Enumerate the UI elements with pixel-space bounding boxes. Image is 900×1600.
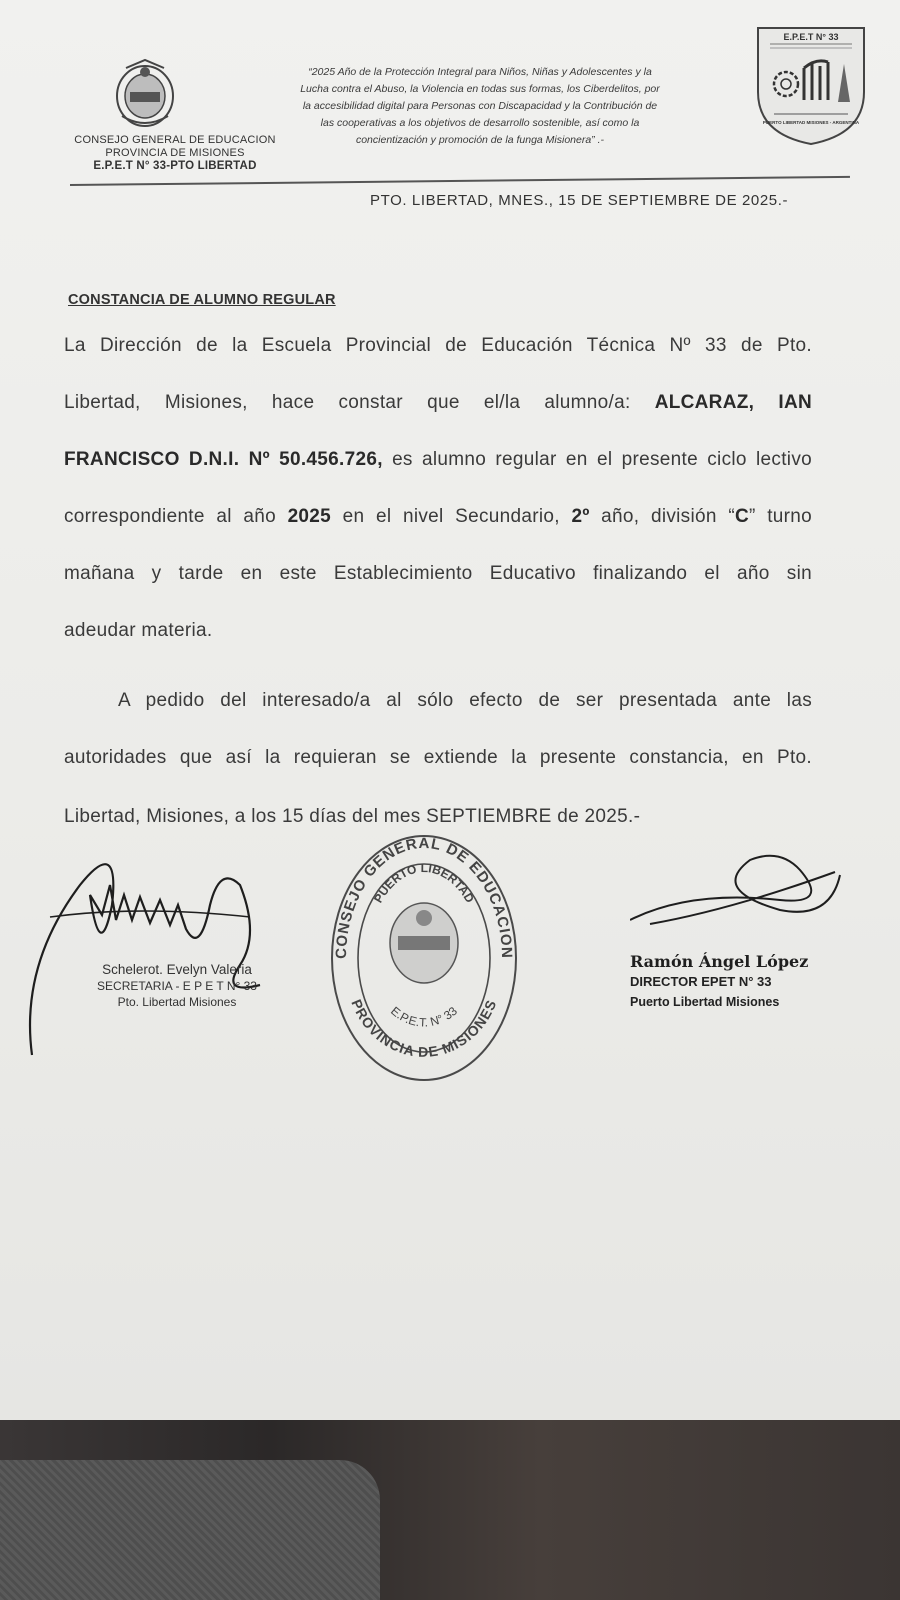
division: C [734, 506, 749, 527]
body-text: autoridades que así la requieran se extiende la presente constancia, en Pto. [64, 747, 812, 768]
body-text: adeudar materia. [64, 620, 213, 641]
secretary-signature [20, 845, 290, 1065]
header-divider [70, 176, 850, 186]
secretary-role: SECRETARIA - E P E T N° 33 [97, 979, 257, 993]
institution-line-1: CONSEJO GENERAL DE EDUCACION [74, 134, 276, 146]
fabric-texture [0, 1460, 380, 1600]
official-stamp [324, 818, 524, 1088]
institution-line-2: PROVINCIA DE MISIONES [105, 147, 245, 159]
body-text: es alumno regular en el presente ciclo lectivo [382, 449, 812, 470]
student-name-part: ALCARAZ, IAN [654, 392, 812, 413]
student-id: FRANCISCO D.N.I. Nº 50.456.726, [64, 449, 383, 470]
stamp-bottom-inner-text: E.P.E.T. N° 33 [388, 1003, 460, 1030]
director-place: Puerto Libertad Misiones [630, 995, 780, 1009]
body-text: Libertad, Misiones, hace constar que el/la alumno/a: [64, 392, 655, 413]
institution-name [60, 134, 290, 173]
body-text: La Dirección de la Escuela Provincial de Educación Técnica Nº 33 de Pto. [64, 335, 812, 356]
badge-title: E.P.E.T N° 33 [783, 32, 839, 42]
motto-line: “2025 Año de la Protección Integral para Niños, Niñas y Adolescentes y la [308, 66, 652, 78]
date-line: PTO. LIBERTAD, MNES., 15 DE SEPTIEMBRE DE 2025.- [370, 192, 789, 209]
director-role: DIRECTOR EPET N° 33 [630, 974, 772, 989]
motto-line: la accesibilidad digital para Personas con Discapacidad y la Contribución de [302, 100, 658, 112]
director-signature [630, 850, 860, 950]
body-text: mañana y tarde en este Establecimiento Educativo finalizando el año sin [64, 563, 812, 584]
stamp-inner-text: PUERTO LIBERTAD [370, 860, 477, 906]
body-text: en el nivel Secundario, [331, 506, 572, 527]
motto-line: Lucha contra el Abuso, la Violencia en todas sus formas, los Ciberdelitos, por [300, 83, 660, 95]
body-text: año, división “ [589, 506, 735, 527]
body-text: A pedido del interesado/a al sólo efecto de ser presentada ante las [118, 690, 812, 711]
body-line [118, 690, 812, 712]
institution-line-3: E.P.E.T N° 33-PTO LIBERTAD [93, 160, 257, 172]
grade-year: 2º [571, 506, 590, 527]
secretary-name: Schelerot. Evelyn Valeria [102, 962, 252, 977]
provincial-crest-logo [112, 58, 178, 130]
svg-text:PUERTO LIBERTAD [371, 861, 477, 906]
motto-line: concientización y promoción de la funga Misionera” .- [355, 134, 605, 146]
body-line [64, 506, 812, 528]
director-name: Ramón Ángel López [630, 952, 809, 971]
body-line [64, 392, 812, 414]
stamp-outer-text: CONSEJO GENERAL DE EDUCACION [332, 834, 516, 960]
body-line [64, 335, 812, 357]
director-signature-block [630, 952, 830, 1012]
background-surface [0, 1420, 900, 1600]
svg-text:E.P.E.T. N° 33 [388, 1004, 460, 1030]
school-badge-logo [752, 22, 870, 148]
year-motto [270, 64, 690, 149]
secretary-place: Pto. Libertad Misiones [117, 995, 237, 1009]
secretary-signature-block [82, 962, 272, 1010]
body-text: Libertad, Misiones, a los 15 días del mes SEPTIEMBRE de 2025.- [64, 806, 641, 827]
school-year: 2025 [287, 506, 332, 527]
body-text: ” turno [748, 506, 813, 527]
motto-line: las cooperativas a los objetivos de desarrollo sostenible, así como la [320, 117, 640, 129]
body-line [64, 449, 812, 471]
body-line [64, 747, 812, 769]
body-line [64, 620, 812, 642]
document-title: CONSTANCIA DE ALUMNO REGULAR [68, 292, 336, 308]
stamp-bottom-outer-text: PROVINCIA DE MISIONES [348, 996, 500, 1060]
body-line [64, 563, 812, 585]
badge-footer: PUERTO LIBERTAD MISIONES - ARGENTINA [762, 120, 860, 125]
body-text: correspondiente al año [64, 506, 288, 527]
